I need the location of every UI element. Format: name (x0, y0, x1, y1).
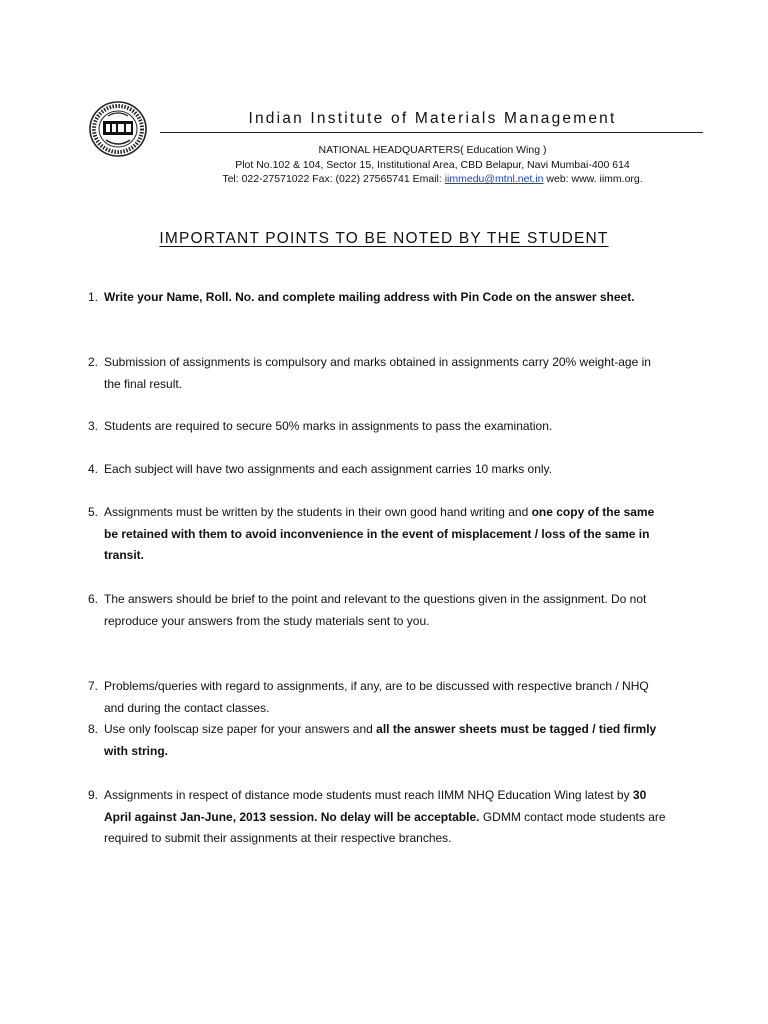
point-text (88, 459, 668, 481)
point-text-bold: 30 April against Jan-June, 2013 session. No delay will be acceptable. (104, 788, 647, 824)
point-text-plain: GDMM contact mode students are required to submit their assignments at their respective branches. (104, 809, 666, 845)
point-number: 5. (88, 505, 99, 519)
point-item (88, 785, 668, 850)
point-text-plain: Assignments must be written by the students in their own good hand writing and (104, 505, 532, 519)
point-text-plain: Assignments in respect of distance mode students must reach IIMM NHQ Education Wing latest by (104, 788, 633, 802)
contact-line (160, 172, 705, 187)
point-item (88, 416, 668, 438)
email-link[interactable]: iimmedu@mtnl.net.in (444, 173, 544, 185)
point-text-bold: one copy of the same be retained with them to avoid inconvenience in the event of misplacement / loss of the same in transit. (104, 505, 655, 562)
point-text (88, 785, 668, 850)
org-title: Indian Institute of Materials Management (248, 110, 617, 127)
point-number: 7. (88, 679, 99, 693)
point-text-bold: all the answer sheets must be tagged / tied firmly with string. (104, 722, 657, 758)
point-text (88, 719, 668, 762)
point-text (88, 287, 668, 309)
web-text: web: www. iimm.org. (543, 173, 643, 185)
point-text (88, 352, 668, 395)
point-text-plain: The answers should be brief to the point and relevant to the questions given in the assignment. Do not reproduce your answers from the study materials sent to you. (104, 592, 647, 628)
page-heading: IMPORTANT POINTS TO BE NOTED BY THE STUDENT (159, 230, 609, 247)
hq-line: NATIONAL HEADQUARTERS( Education Wing ) (318, 144, 547, 156)
point-item (88, 502, 668, 567)
point-item (88, 287, 668, 309)
point-item (88, 352, 668, 395)
point-item (88, 459, 668, 481)
contact-prefix: Tel: 022-27571022 Fax: (022) 27565741 Email: (222, 173, 445, 185)
point-number: 4. (88, 462, 99, 476)
point-text-plain: Students are required to secure 50% marks in assignments to pass the examination. (104, 419, 553, 433)
iimm-logo (88, 100, 148, 158)
point-item (88, 719, 668, 762)
point-text (88, 589, 668, 632)
point-text-bold: Write your Name, Roll. No. and complete mailing address with Pin Code on the answer sheet. (104, 290, 635, 304)
point-text (88, 502, 668, 567)
point-number: 1. (88, 290, 99, 304)
point-text-plain: Use only foolscap size paper for your answers and (104, 722, 377, 736)
title-divider (160, 132, 703, 133)
point-text (88, 416, 668, 438)
point-number: 3. (88, 419, 99, 433)
point-text-plain: Submission of assignments is compulsory and marks obtained in assignments carry 20% weight-age in the final result. (104, 355, 651, 391)
point-number: 9. (88, 788, 99, 802)
point-text-plain: Each subject will have two assignments and each assignment carries 10 marks only. (104, 462, 552, 476)
point-text-plain: Problems/queries with regard to assignments, if any, are to be discussed with respective branch / NHQ and during the contact classes. (104, 679, 649, 715)
address-line: Plot No.102 & 104, Sector 15, Institutional Area, CBD Belapur, Navi Mumbai-400 614 (235, 158, 630, 171)
headquarters-block (160, 143, 705, 187)
point-item (88, 676, 668, 719)
point-number: 2. (88, 355, 99, 369)
point-number: 6. (88, 592, 99, 606)
point-number: 8. (88, 722, 99, 736)
point-item (88, 589, 668, 632)
point-text (88, 676, 668, 719)
